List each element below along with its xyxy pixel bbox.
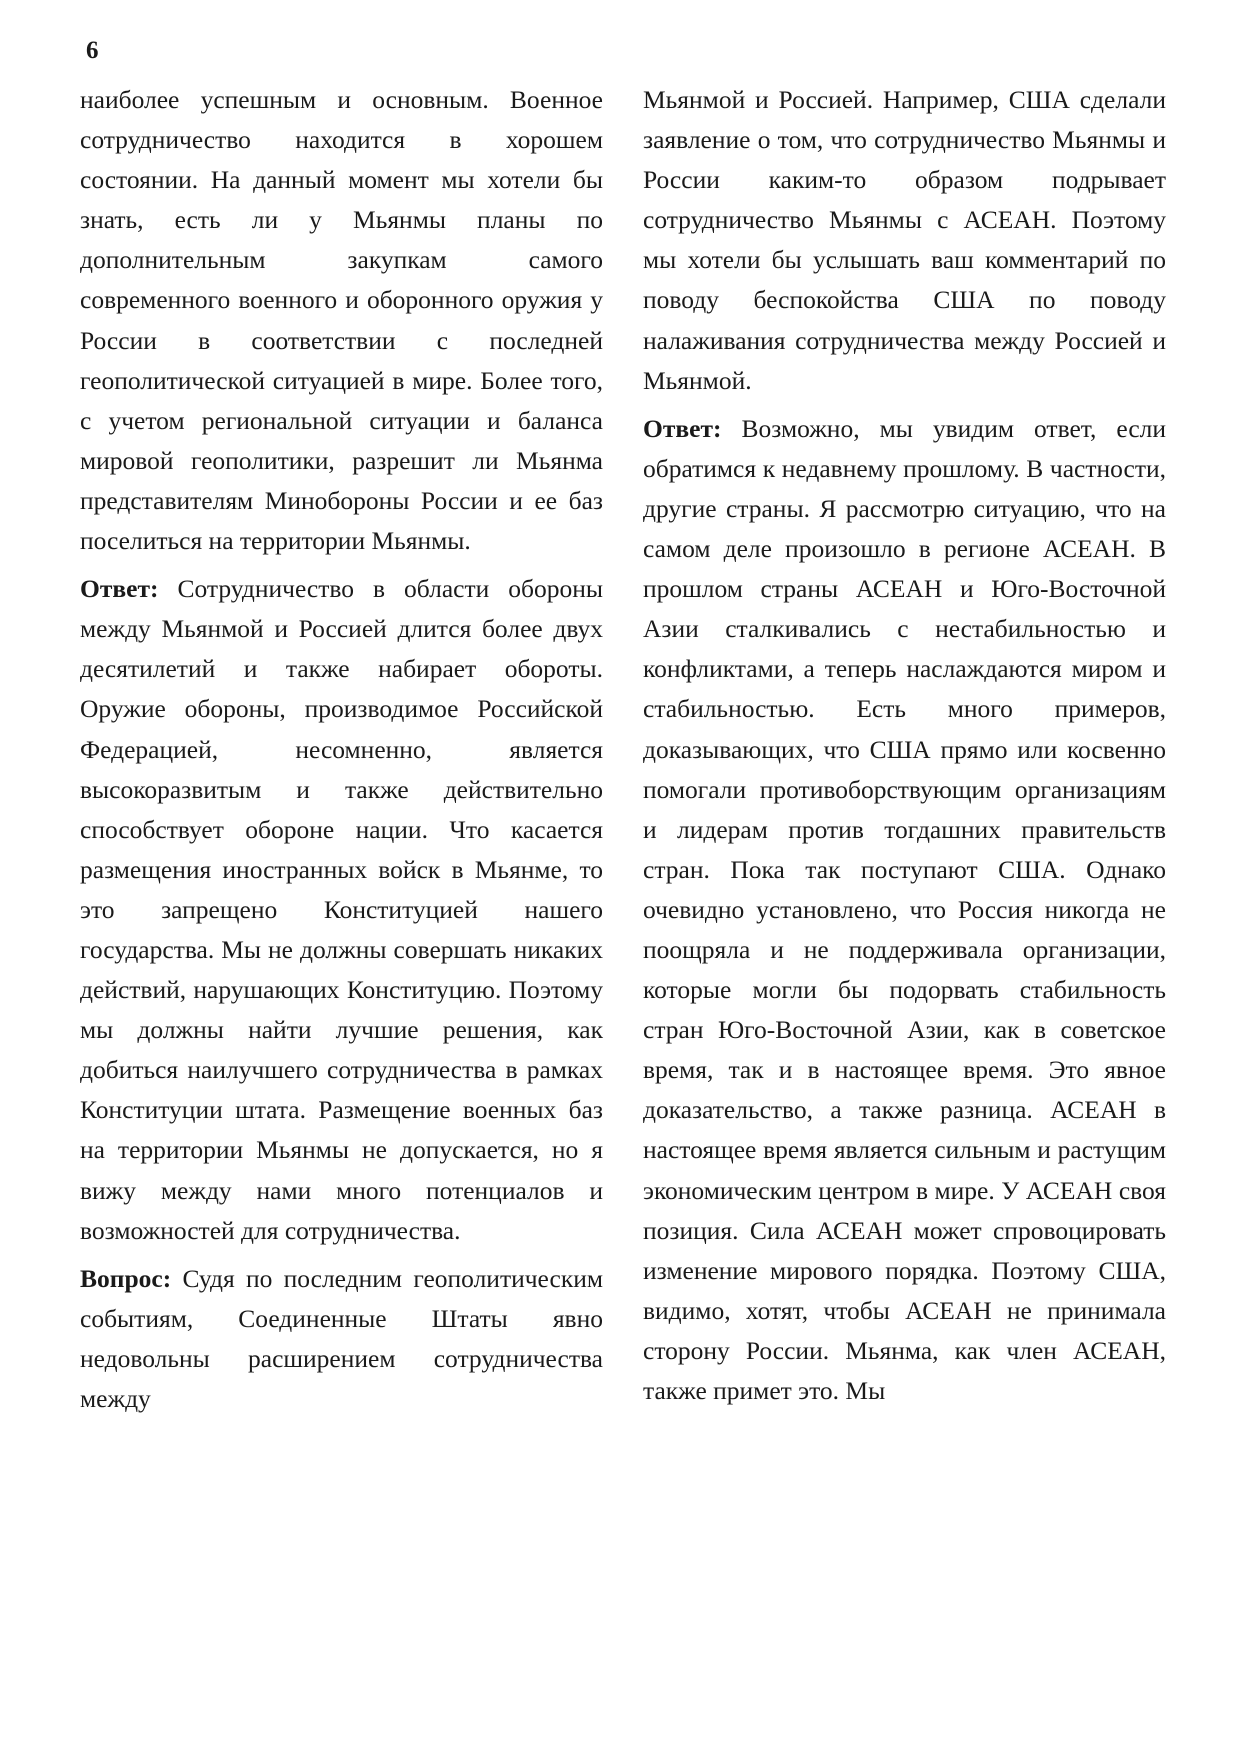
paragraph-answer xyxy=(643,409,1166,1411)
paragraph-text: наиболее успешным и основным. Военное сотрудничество находится в хорошем состоянии. На данный момент мы хотели бы знать, есть ли у Мьянмы планы по дополнительным закупкам самого современного военного и оборонного оружия у России в соответствии с последней геополитической ситуацией в мире. Более того, с учетом региональной ситуации и баланса мировой геополитики, разрешит ли Мьянма представителям Минобороны России и ее баз поселиться на территории Мьянмы. xyxy=(80,85,603,556)
paragraph-question xyxy=(80,1259,603,1419)
paragraph-question-continuation xyxy=(643,80,1166,401)
left-column xyxy=(80,80,603,1427)
paragraph-text: Мьянмой и Россией. Например, США сделали заявление о том, что сотрудничество Мьянмы и России каким-то образом подрывает сотрудничество Мьянмы с АСЕАН. Поэтому мы хотели бы услышать ваш комментарий по поводу беспокойства США по поводу налаживания сотрудничества между Россией и Мьянмой. xyxy=(643,85,1166,395)
page-number: 6 xyxy=(86,37,99,64)
question-label: Вопрос: xyxy=(80,1263,172,1293)
paragraph-question-continuation xyxy=(80,80,603,561)
paragraph-answer xyxy=(80,569,603,1251)
answer-text: Возможно, мы увидим ответ, если обратимся к недавнему прошлому. В частности, другие страны. Я рассмотрю ситуацию, что на самом деле произошло в регионе АСЕАН. В прошлом страны АСЕАН и Юго-Восточной Азии сталкивались с нестабильностью и конфликтами, а теперь наслаждаются миром и стабильностью. Есть много примеров, доказывающих, что США прямо или косвенно помогали противоборствующим организациям и лидерам против тогдашних правительств стран. Пока так поступают США. Однако очевидно установлено, что Россия никогда не поощряла и не поддерживала организации, которые могли бы подорвать стабильность стран Юго-Восточной Азии, как в советское время, так и в настоящее время. Это явное доказательство, а также разница. АСЕАН в настоящее время является сильным и растущим экономическим центром в мире. У АСЕАН своя позиция. Сила АСЕАН может спровоцировать изменение мирового порядка. Поэтому США, видимо, хотят, чтобы АСЕАН не принимала сторону России. Мьянма, как член АСЕАН, также примет это. Мы xyxy=(643,413,1167,1405)
question-text: Судя по последним геополитическим событиям, Соединенные Штаты явно недовольны расширением сотрудничества между xyxy=(80,1263,604,1413)
right-column xyxy=(643,80,1166,1419)
answer-label: Ответ: xyxy=(643,413,722,443)
answer-label: Ответ: xyxy=(80,574,159,604)
answer-text: Сотрудничество в области обороны между Мьянмой и Россией длится более двух десятилетий и также набирает обороты. Оружие обороны, производимое Российской Федерацией, несомненно, является высокоразвитым и также действительно способствует обороне нации. Что касается размещения иностранных войск в Мьянме, то это запрещено Конституцией нашего государства. Мы не должны совершать никаких действий, нарушающих Конституцию. Поэтому мы должны найти лучшие решения, как добиться наилучшего сотрудничества в рамках Конституции штата. Размещение военных баз на территории Мьянмы не допускается, но я вижу между нами много потенциалов и возможностей для сотрудничества. xyxy=(80,574,603,1245)
